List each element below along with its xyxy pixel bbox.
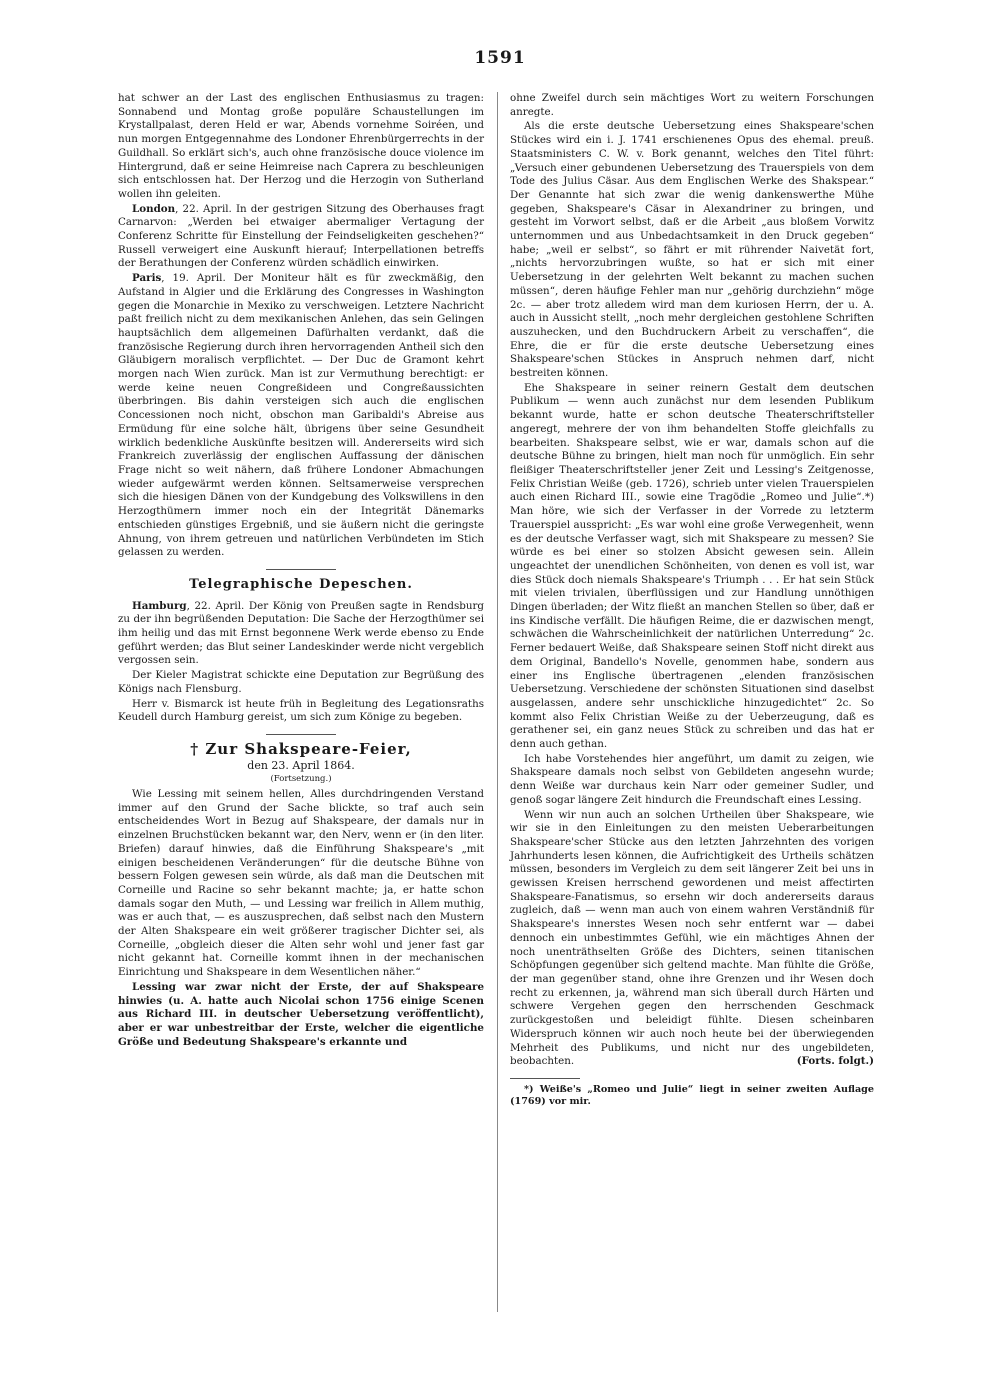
section-divider — [266, 569, 336, 570]
footnote-divider — [510, 1078, 580, 1079]
paragraph-urtheile — [510, 809, 874, 1069]
feature-title: † Zur Shakspeare-Feier, — [190, 739, 412, 758]
dateline-london: London — [132, 202, 176, 215]
dateline-hamburg: Hamburg — [132, 599, 187, 612]
feature-date: den 23. April 1864. — [247, 758, 355, 772]
paragraph-paris — [118, 272, 484, 560]
column-divider — [497, 92, 498, 1312]
urtheile-text: Wenn wir nun auch an solchen Urtheilen über Shakspeare, wie wir sie in den Einleitungen zu den meisten Ueberarbeitungen Shakspeare'scher Stücke aus den letzten Jahrzehnten des vorigen Jahrhunderts lesen können, die Aufrichtigkeit des Urtheils schätzen müssen, besonders im Vergleich zu dem seit längerer Zeit bei uns in gewissen Kreisen herrschend gewordenen und meist affectirten Shakspeare-Fanatismus, so ersehn wir doch andererseits daraus zugleich, daß — wenn man auch von einem wahren Verständniß für Shakspeare's innerstes Wesen noch sehr entfernt war — dabei dennoch ein unbestimmtes Gefühl, wie ein mächtiges Ahnen der noch unenträthselten Größe des Dichters, seinen titanischen Schöpfungen gegenüber sich geltend machte. Man fühlte die Größe, der man gegenüber stand, ohne ihre Grenzen und ihr Wesen doch recht zu erkennen, ja, während man sich überall durch Härten und schwere Vergehen gegen den herrschenden Geschmack zurückgestoßen und beleidigt fühlte. Diesen scheinbaren Widerspruch können wir auch noch heute bei der überwiegenden Mehrheit des Publikums, und nicht nur des ungebildeten, beobachten. — [510, 808, 874, 1068]
paragraph-vorstehendes: Ich habe Vorstehendes hier angeführt, um damit zu zeigen, wie Shakspeare damals noch selbst von Gebildeten angesehn wurde; denn Weiße war durchaus kein Narr oder gemeiner Sudler, und genoß sogar längere Zeit hindurch die Freundschaft eines Lessing. — [510, 752, 874, 806]
left-column — [118, 92, 484, 1050]
page-number: 1591 — [474, 48, 526, 68]
feature-continuation-note: (Fortsetzung.) — [270, 774, 332, 785]
section-divider — [266, 734, 336, 735]
london-text: , 22. April. In der gestrigen Sitzung des Oberhauses fragt Carnarvon: „Werden bei etwaiger abermaliger Vertagung der Conferenz Schritte für Einstellung der Feindseligkeiten geschehen?“ Russell verweigert eine Auskunft hierauf; Interpellationen betreffs der Berathungen der Conferenz würden schädlich einwirken. — [118, 202, 484, 270]
dateline-paris: Paris — [132, 272, 162, 285]
right-column — [510, 92, 874, 1110]
section-heading-telegraph: Telegraphische Depeschen. — [189, 576, 413, 592]
paragraph-weisse: Ehe Shakspeare in seiner reinern Gestalt dem deutschen Publikum — wenn auch zunächst nur dem lesenden Publikum bekannt wurde, hatte er schon deutsche Theaterschriftsteller angeregt, mehrere der von ihm behandelten Stoffe gleichfalls zu bearbeiten. Shakspeare selbst, wie er war, damals schon auf die deutsche Bühne zu bringen, hielt man noch für unmöglich. Ein sehr fleißiger Theaterschriftsteller jener Zeit und Lessing's Zeitgenosse, Felix Christian Weiße (geb. 1726), schrieb unter vielen Trauerspielen auch einen Richard III., sowie eine Tragödie „Romeo und Julie“.*) Man höre, wie sich der Verfasser in der Vorrede zu letzterm Trauerspiel ausspricht: „Es war wohl eine große Verwegenheit, wenn es der deutsche Verfasser wagt, sich mit Shakspeare zu messen? Sie würde es bei einer so stolzen Absicht gewesen sein. Allein ungeachtet der unendlichen Schönheiten, von denen es voll ist, war dies Stück doch niemals Shakspeare's Triumph . . . Er hat sein Stück mit vielen trivialen, überflüssigen und zur Handlung unnöthigen Dingen überladen; der Witz fließt an manchen Stellen so über, daß er ins Kindische verfällt. Die häufigen Reime, die er dazwischen mengt, schwächen die Wahrscheinlichkeit der natürlichen Unterredung“ 2c. Ferner bedauert Weiße, daß Shakspeare seinen Stoff nicht direkt aus dem Original, Bandello's Novelle, genommen habe, sondern aus einer ins Englische übertragenen „elenden französischen Uebersetzung. Verschiedene der schönsten Situationen sind daselbst ausgelassen, andere sehr unschickliche hinzugedichtet“ 2c. So kommt also Felix Christian Weiße zu der Ueberzeugung, daß es gerathener sei, ein ganz neues Stück zu schreiben und das hat er denn auch gethan. — [510, 381, 874, 751]
paragraph-lessing-2: Lessing war zwar nicht der Erste, der auf Shakspeare hinwies (u. A. hatte auch Nicolai schon 1756 einige Scenen aus Richard III. in deutscher Uebersetzung veröffentlicht), aber er war unbestreitbar der Erste, welcher die eigentliche Größe und Bedeutung Shakspeare's erkannte und — [118, 980, 484, 1048]
to-be-continued: (Forts. folgt.) — [796, 1055, 874, 1068]
paragraph-bork: Als die erste deutsche Uebersetzung eines Shakspeare'schen Stückes wird ein i. J. 1741 erschienenes Opus des ehemal. preuß. Staatsministers C. W. v. Bork genannt, welches den Titel führt: „Versuch einer gebundenen Uebersetzung des Trauerspiels von dem Tode des Julius Cäsar. Aus dem Englischen Werke des Shakspear.“ Der Genannte hat sich zwar die wenig dankenswerthe Mühe gegeben, Shakspeare's Cäsar in Alexandriner zu bringen, und gesteht im Vorwort selbst, daß er die Arbeit „aus bloßem Vorwitz unternommen und aus Unbedachtsamkeit in den Druck gegeben“ habe; „weil er selbst“, so fährt er mit rührender Naivetät fort, „nichts hervorzubringen wußte, so hat er sich mit einer Uebersetzung in der gelehrten Welt bekannt zu machen suchen müssen“, deren häufige Fehler man nur „gehörig durchziehn“ möge 2c. — aber trotz alledem wird man dem kuriosen Herrn, der u. A. auch in Aussicht stellt, „noch mehr dergleichen gestohlene Schriften auszuhecken, und den Buchdruckern Arbeit zu verschaffen“, die Ehre, die er für die erste deutsche Uebersetzung eines Shakspeare'schen Stückes in Anspruch nehmen darf, nicht bestreiten können. — [510, 120, 874, 380]
paris-text: , 19. April. Der Moniteur hält es für zweckmäßig, den Aufstand in Algier und die Erklärung des Congresses in Washington gegen die Monarchie in Mexiko zu verschweigen. Letztere Nachricht paßt freilich nicht zu dem mexikanischen Anlehen, das sein Gelingen hauptsächlich dem allgemeinen Dafürhalten verdankt, daß die französische Regierung durch ihren hervorragenden Antheil sich den Gläubigern moralisch verpflichtet. — Der Duc de Gramont kehrt morgen nach Wien zurück. Man ist zur Vermuthung berechtigt: er werde keine neuen Congreßideen und Congreßaussichten überbringen. Bis dahin versteigen sich auch die englischen Concessionen noch nicht, obschon man Garibaldi's Abreise aus Ermüdung für eine solche hält, übrigens über seine Gesundheit wirklich bedenkliche Auskünfte besitzen will. Andererseits wird sich Frankreich zuverlässig der englischen Auffassung der dänischen Frage nicht so weit nähern, daß frühere Londoner Abmachungen wieder aufgewärmt werden können. Seltsamerweise versprechen sich die hiesigen Dänen von der Kundgebung des Volkswillens in den Herzogthümern immer noch ein der Integrität Dänemarks entschieden günstiges Ergebniß, und sie äußern nicht die geringste Ahnung, von ihrem getreuen und natürlichen Verbündeten im Stich gelassen zu werden. — [118, 272, 484, 559]
paragraph-bismarck: Herr v. Bismarck ist heute früh in Begleitung des Legationsraths Keudell durch Hamburg gereist, um sich zum Könige zu begeben. — [118, 697, 484, 724]
footnote: *) Weiße's „Romeo und Julie“ liegt in seiner zweiten Auflage (1769) vor mir. — [510, 1083, 874, 1108]
paragraph-continuation: ohne Zweifel durch sein mächtiges Wort zu weitern Forschungen anregte. — [510, 92, 874, 118]
paragraph-lessing-1: Wie Lessing mit seinem hellen, Alles durchdringenden Verstand immer auf den Grund der Sache blickte, so traf auch sein entscheidendes Wort in Bezug auf Shakspeare, der damals nur in einzelnen Bruchstücken bekannt war, den Nerv, wenn er (in den liter. Briefen) darauf hinwies, daß die Einführung Shakspeare's „mit einigen bescheidenen Veränderungen“ für die deutsche Bühne von bessern Folgen gewesen sein würde, als daß man die Deutschen mit Corneille und Racine so sehr bekannt machte; ja, er hatte schon damals sogar den Muth, — und Lessing war freilich in Allem muthig, was er auch that, — es auszusprechen, daß selbst nach den Mustern der Alten Shakspeare ein weit größerer tragischer Dichter sei, als Corneille, „obgleich dieser die Alten sehr wohl und jener fast gar nicht gekannt hat. Corneille kommt ihnen in der mechanischen Einrichtung und Shakspeare in dem Wesentlichen näher.“ — [118, 788, 484, 979]
paragraph-garibaldi: hat schwer an der Last des englischen Enthusiasmus zu tragen: Sonnabend und Montag große populäre Schaustellungen im Krystallpalast, deren Held er war, Abends vornehme Soiréen, und nun morgen Entgegennahme des Londoner Ehrenbürgerrechts in der Guildhall. So erklärt sich's, auch ohne französische douce violence im Hintergrund, daß er seine Heimreise nach Caprera zu beschleunigen sich entschlossen hat. Der Herzog und die Herzogin von Sutherland wollen ihn geleiten. — [118, 92, 484, 200]
paragraph-kiel: Der Kieler Magistrat schickte eine Deputation zur Begrüßung des Königs nach Flensburg. — [118, 669, 484, 695]
hamburg-text: , 22. April. Der König von Preußen sagte in Rendsburg zu der ihn begrüßenden Deputation: Die Sache der Herzogthümer sei ihm heilig und das mit Ernst begonnene Werk werde ebenso zu Ende geführt werden; das Blut seiner Landeskinder werde nicht vergeblich vergossen sein. — [118, 599, 484, 667]
paragraph-london — [118, 203, 484, 272]
paragraph-hamburg — [118, 600, 484, 669]
